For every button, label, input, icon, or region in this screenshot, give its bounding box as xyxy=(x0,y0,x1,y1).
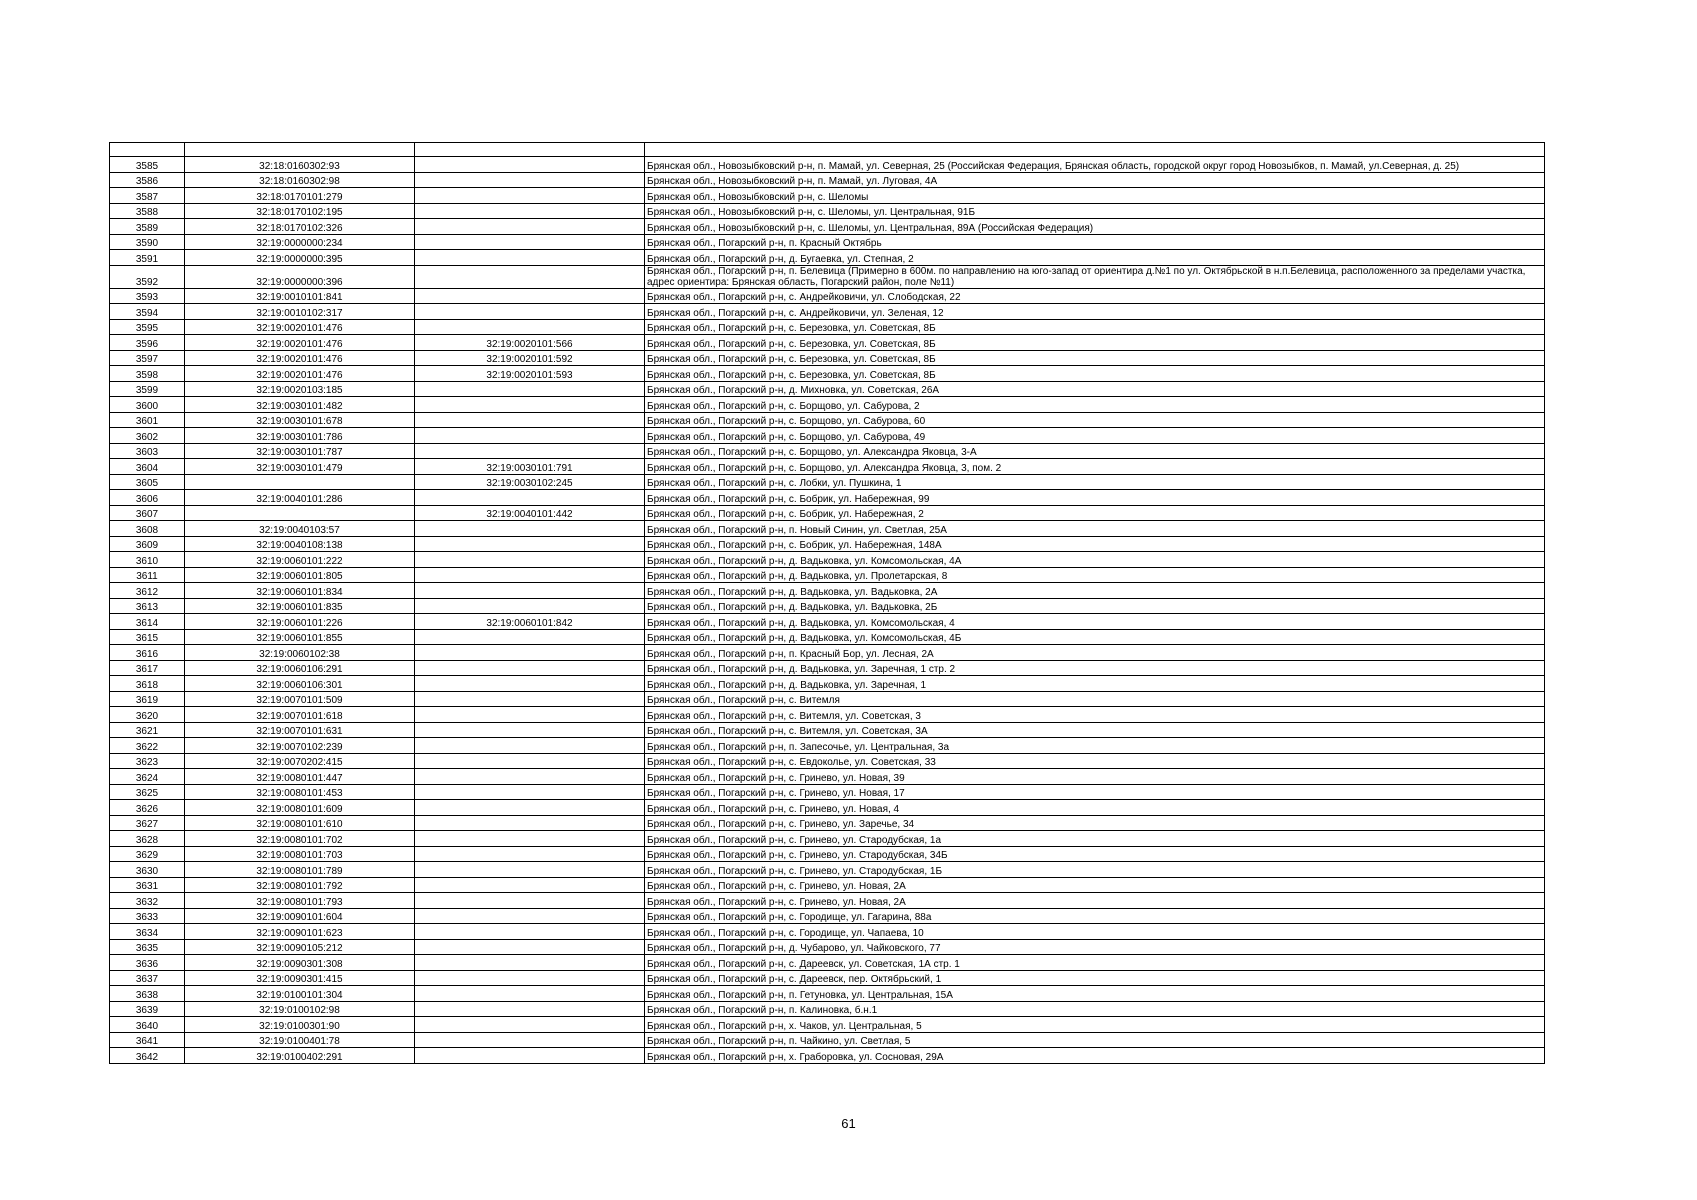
related-cadastral-number-cell xyxy=(415,490,645,506)
related-cadastral-number-cell: 32:19:0020101:593 xyxy=(415,366,645,382)
related-cadastral-number-cell xyxy=(415,552,645,568)
related-cadastral-number-cell xyxy=(415,172,645,188)
table-row xyxy=(110,893,1545,909)
property-registry-table xyxy=(109,142,1545,1064)
row-number-cell: 3616 xyxy=(110,645,185,661)
related-cadastral-number-cell xyxy=(415,815,645,831)
cadastral-number-cell: 32:19:0000000:396 xyxy=(185,265,415,288)
address-cell: Брянская обл., Новозыбковский р-н, с. Шеломы, ул. Центральная, 91Б xyxy=(645,203,1545,219)
row-number-cell: 3636 xyxy=(110,955,185,971)
related-cadastral-number-cell xyxy=(415,908,645,924)
cadastral-number-cell xyxy=(185,505,415,521)
address-cell: Брянская обл., Погарский р-н, п. Красный Октябрь xyxy=(645,234,1545,250)
related-cadastral-number-cell xyxy=(415,955,645,971)
address-cell: Брянская обл., Погарский р-н, д. Михновка, ул. Советская, 26А xyxy=(645,381,1545,397)
address-cell: Брянская обл., Погарский р-н, с. Евдоколье, ул. Советская, 33 xyxy=(645,753,1545,769)
address-cell: Брянская обл., Погарский р-н, с. Гринево, ул. Новая, 17 xyxy=(645,784,1545,800)
row-number-cell: 3619 xyxy=(110,691,185,707)
address-cell: Брянская обл., Погарский р-н, с. Борщово, ул. Сабурова, 2 xyxy=(645,397,1545,413)
related-cadastral-number-cell: 32:19:0030101:791 xyxy=(415,459,645,475)
cadastral-number-cell: 32:19:0080101:453 xyxy=(185,784,415,800)
row-number-cell: 3600 xyxy=(110,397,185,413)
row-number-cell: 3639 xyxy=(110,1001,185,1017)
related-cadastral-number-cell xyxy=(415,970,645,986)
table-row xyxy=(110,691,1545,707)
table-row xyxy=(110,567,1545,583)
address-cell: Брянская обл., Погарский р-н, с. Борщово, ул. Сабурова, 60 xyxy=(645,412,1545,428)
row-number-cell: 3605 xyxy=(110,474,185,490)
address-cell: Брянская обл., Погарский р-н, с. Гринево, ул. Заречье, 34 xyxy=(645,815,1545,831)
table-row xyxy=(110,172,1545,188)
address-cell: Брянская обл., Погарский р-н, с. Березовка, ул. Советская, 8Б xyxy=(645,366,1545,382)
address-cell: Брянская обл., Погарский р-н, п. Гетуновка, ул. Центральная, 15А xyxy=(645,986,1545,1002)
table-row xyxy=(110,265,1545,288)
cadastral-number-cell: 32:19:0030101:482 xyxy=(185,397,415,413)
cadastral-number-cell: 32:19:0040103:57 xyxy=(185,521,415,537)
cadastral-number-cell: 32:19:0070101:509 xyxy=(185,691,415,707)
related-cadastral-number-cell xyxy=(415,188,645,204)
cadastral-number-cell: 32:18:0170101:279 xyxy=(185,188,415,204)
address-cell: Брянская обл., Погарский р-н, с. Андрейковичи, ул. Зеленая, 12 xyxy=(645,304,1545,320)
address-cell: Брянская обл., Погарский р-н, п. Белевица (Примерно в 600м. по направлению на юго-запад от ориентира д.№1 по ул. Октябрьской в н.п.Белевица, расположенного за пределами участка, адрес ориентира: Брянская область, Погарский район, поле №11) xyxy=(645,265,1545,288)
row-number-cell: 3596 xyxy=(110,335,185,351)
cadastral-number-cell: 32:19:0060101:222 xyxy=(185,552,415,568)
related-cadastral-number-cell xyxy=(415,381,645,397)
address-cell: Брянская обл., Погарский р-н, с. Гринево, ул. Стародубская, 1Б xyxy=(645,862,1545,878)
row-number-cell: 3603 xyxy=(110,443,185,459)
address-cell: Брянская обл., Погарский р-н, с. Гринево, ул. Новая, 2А xyxy=(645,877,1545,893)
row-number-cell: 3617 xyxy=(110,660,185,676)
row-number-cell: 3640 xyxy=(110,1017,185,1033)
related-cadastral-number-cell xyxy=(415,521,645,537)
row-number-cell: 3588 xyxy=(110,203,185,219)
related-cadastral-number-cell xyxy=(415,707,645,723)
address-cell: Брянская обл., Погарский р-н, с. Березовка, ул. Советская, 8Б xyxy=(645,335,1545,351)
address-cell: Брянская обл., Новозыбковский р-н, п. Мамай, ул. Северная, 25 (Российская Федерация, Брянская область, городской округ город Новозыбков, п. Мамай, ул.Северная, д. 25) xyxy=(645,157,1545,173)
table-row xyxy=(110,1048,1545,1064)
related-cadastral-number-cell xyxy=(415,846,645,862)
row-number-cell: 3632 xyxy=(110,893,185,909)
address-cell: Брянская обл., Погарский р-н, д. Вадьковка, ул. Комсомольская, 4 xyxy=(645,614,1545,630)
related-cadastral-number-cell xyxy=(415,250,645,266)
table-row xyxy=(110,784,1545,800)
address-cell: Брянская обл., Погарский р-н, с. Лобки, ул. Пушкина, 1 xyxy=(645,474,1545,490)
address-cell: Брянская обл., Погарский р-н, д. Вадьковка, ул. Заречная, 1 стр. 2 xyxy=(645,660,1545,676)
table-row xyxy=(110,505,1545,521)
related-cadastral-number-cell xyxy=(415,986,645,1002)
cadastral-number-cell: 32:19:0040101:286 xyxy=(185,490,415,506)
address-cell: Брянская обл., Погарский р-н, с. Борщово, ул. Александра Яковца, 3-А xyxy=(645,443,1545,459)
row-number-cell: 3589 xyxy=(110,219,185,235)
address-cell: Брянская обл., Погарский р-н, с. Гринево, ул. Новая, 39 xyxy=(645,769,1545,785)
row-number-cell: 3610 xyxy=(110,552,185,568)
related-cadastral-number-cell xyxy=(415,877,645,893)
table-row xyxy=(110,428,1545,444)
address-cell: Брянская обл., Погарский р-н, с. Гринево, ул. Новая, 4 xyxy=(645,800,1545,816)
table-row xyxy=(110,955,1545,971)
cadastral-number-cell: 32:19:0060106:301 xyxy=(185,676,415,692)
table-row xyxy=(110,459,1545,475)
cadastral-number-cell: 32:19:0080101:610 xyxy=(185,815,415,831)
row-number-cell: 3594 xyxy=(110,304,185,320)
table-row xyxy=(110,660,1545,676)
cadastral-number-cell: 32:19:0020103:185 xyxy=(185,381,415,397)
related-cadastral-number-cell xyxy=(415,924,645,940)
cadastral-number-cell: 32:19:0080101:702 xyxy=(185,831,415,847)
related-cadastral-number-cell xyxy=(415,629,645,645)
row-number-cell: 3638 xyxy=(110,986,185,1002)
related-cadastral-number-cell xyxy=(415,738,645,754)
row-number-cell: 3611 xyxy=(110,567,185,583)
row-number-cell: 3630 xyxy=(110,862,185,878)
related-cadastral-number-cell xyxy=(415,1032,645,1048)
table-row xyxy=(110,1017,1545,1033)
table-row xyxy=(110,939,1545,955)
table-row xyxy=(110,614,1545,630)
cadastral-number-cell: 32:19:0060106:291 xyxy=(185,660,415,676)
cadastral-number-cell: 32:19:0070202:415 xyxy=(185,753,415,769)
table-row xyxy=(110,722,1545,738)
row-number-cell: 3587 xyxy=(110,188,185,204)
table-row xyxy=(110,443,1545,459)
row-number-cell: 3606 xyxy=(110,490,185,506)
related-cadastral-number-cell xyxy=(415,939,645,955)
related-cadastral-number-cell xyxy=(415,893,645,909)
related-cadastral-number-cell xyxy=(415,1001,645,1017)
table-body xyxy=(110,143,1545,1064)
cadastral-number-cell: 32:19:0030101:787 xyxy=(185,443,415,459)
table-row xyxy=(110,629,1545,645)
cadastral-number-cell: 32:18:0170102:195 xyxy=(185,203,415,219)
row-number-cell: 3614 xyxy=(110,614,185,630)
row-number-cell: 3624 xyxy=(110,769,185,785)
address-cell: Брянская обл., Погарский р-н, п. Калиновка, б.н.1 xyxy=(645,1001,1545,1017)
related-cadastral-number-cell xyxy=(415,676,645,692)
cadastral-number-cell: 32:19:0080101:789 xyxy=(185,862,415,878)
cadastral-number-cell: 32:18:0160302:98 xyxy=(185,172,415,188)
address-cell: Брянская обл., Погарский р-н, п. Запесочье, ул. Центральная, 3а xyxy=(645,738,1545,754)
table-row xyxy=(110,908,1545,924)
cadastral-number-cell: 32:19:0100401:78 xyxy=(185,1032,415,1048)
cadastral-number-cell: 32:19:0020101:476 xyxy=(185,335,415,351)
table-row xyxy=(110,970,1545,986)
table-row xyxy=(110,366,1545,382)
cadastral-number-cell: 32:19:0060101:226 xyxy=(185,614,415,630)
cadastral-number-cell: 32:19:0020101:476 xyxy=(185,350,415,366)
table-row xyxy=(110,769,1545,785)
cadastral-number-cell: 32:19:0000000:234 xyxy=(185,234,415,250)
row-number-cell: 3601 xyxy=(110,412,185,428)
cadastral-number-cell: 32:19:0060101:835 xyxy=(185,598,415,614)
table-row xyxy=(110,521,1545,537)
related-cadastral-number-cell xyxy=(415,397,645,413)
row-number-cell: 3625 xyxy=(110,784,185,800)
related-cadastral-number-cell xyxy=(415,265,645,288)
related-cadastral-number-cell xyxy=(415,288,645,304)
cadastral-number-cell: 32:19:0060102:38 xyxy=(185,645,415,661)
address-cell: Брянская обл., Погарский р-н, с. Витемля, ул. Советская, 3А xyxy=(645,722,1545,738)
related-cadastral-number-cell: 32:19:0020101:566 xyxy=(415,335,645,351)
table-row xyxy=(110,412,1545,428)
related-cadastral-number-cell xyxy=(415,1048,645,1064)
table-row xyxy=(110,335,1545,351)
related-cadastral-number-cell xyxy=(415,219,645,235)
row-number-cell: 3608 xyxy=(110,521,185,537)
row-number-cell: 3607 xyxy=(110,505,185,521)
address-cell: Брянская обл., Погарский р-н, д. Вадьковка, ул. Заречная, 1 xyxy=(645,676,1545,692)
address-cell: Брянская обл., Погарский р-н, д. Вадьковка, ул. Вадьковка, 2Б xyxy=(645,598,1545,614)
row-number-cell: 3612 xyxy=(110,583,185,599)
row-number-cell: 3595 xyxy=(110,319,185,335)
related-cadastral-number-cell xyxy=(415,831,645,847)
related-cadastral-number-cell xyxy=(415,784,645,800)
table-row xyxy=(110,645,1545,661)
table-row xyxy=(110,846,1545,862)
cadastral-number-cell: 32:19:0080101:792 xyxy=(185,877,415,893)
cadastral-number-cell: 32:19:0070101:631 xyxy=(185,722,415,738)
table-row xyxy=(110,536,1545,552)
cadastral-number-cell: 32:19:0080101:793 xyxy=(185,893,415,909)
address-cell: Брянская обл., Погарский р-н, с. Городище, ул. Гагарина, 88а xyxy=(645,908,1545,924)
cadastral-number-cell: 32:19:0090105:212 xyxy=(185,939,415,955)
cadastral-number-cell: 32:19:0030101:479 xyxy=(185,459,415,475)
row-number-cell: 3604 xyxy=(110,459,185,475)
row-number-cell: 3637 xyxy=(110,970,185,986)
row-number-cell: 3585 xyxy=(110,157,185,173)
related-cadastral-number-cell xyxy=(415,598,645,614)
address-cell: Брянская обл., Погарский р-н, с. Борщово, ул. Сабурова, 49 xyxy=(645,428,1545,444)
related-cadastral-number-cell xyxy=(415,722,645,738)
address-cell: Брянская обл., Погарский р-н, д. Вадьковка, ул. Комсомольская, 4А xyxy=(645,552,1545,568)
row-number-cell: 3609 xyxy=(110,536,185,552)
cadastral-number-cell: 32:19:0020101:476 xyxy=(185,319,415,335)
cadastral-number-cell: 32:19:0040108:138 xyxy=(185,536,415,552)
cadastral-number-cell: 32:19:0010101:841 xyxy=(185,288,415,304)
cadastral-number-cell: 32:18:0170102:326 xyxy=(185,219,415,235)
row-number-cell: 3592 xyxy=(110,265,185,288)
table-row xyxy=(110,552,1545,568)
page-number: 61 xyxy=(841,1116,856,1131)
row-number-cell: 3626 xyxy=(110,800,185,816)
address-cell: Брянская обл., Погарский р-н, с. Бобрик, ул. Набережная, 2 xyxy=(645,505,1545,521)
address-cell: Брянская обл., Погарский р-н, с. Городище, ул. Чапаева, 10 xyxy=(645,924,1545,940)
cadastral-number-cell: 32:19:0090101:604 xyxy=(185,908,415,924)
cadastral-number-cell: 32:19:0090301:415 xyxy=(185,970,415,986)
table-row xyxy=(110,924,1545,940)
table-row xyxy=(110,862,1545,878)
cadastral-number-cell: 32:19:0070101:618 xyxy=(185,707,415,723)
table-row xyxy=(110,474,1545,490)
table-row xyxy=(110,877,1545,893)
related-cadastral-number-cell xyxy=(415,800,645,816)
address-cell: Брянская обл., Погарский р-н, с. Витемля, ул. Советская, 3 xyxy=(645,707,1545,723)
related-cadastral-number-cell xyxy=(415,234,645,250)
table-row xyxy=(110,815,1545,831)
table-row xyxy=(110,157,1545,173)
table-row xyxy=(110,1032,1545,1048)
row-number-cell: 3620 xyxy=(110,707,185,723)
related-cadastral-number-cell xyxy=(415,753,645,769)
table-row xyxy=(110,203,1545,219)
cadastral-number-cell: 32:19:0060101:855 xyxy=(185,629,415,645)
related-cadastral-number-cell xyxy=(415,412,645,428)
address-cell: Брянская обл., Погарский р-н, д. Вадьковка, ул. Пролетарская, 8 xyxy=(645,567,1545,583)
table-row xyxy=(110,234,1545,250)
address-cell: Брянская обл., Погарский р-н, п. Красный Бор, ул. Лесная, 2А xyxy=(645,645,1545,661)
cadastral-number-cell xyxy=(185,474,415,490)
address-cell: Брянская обл., Погарский р-н, х. Граборовка, ул. Сосновая, 29А xyxy=(645,1048,1545,1064)
row-number-cell: 3586 xyxy=(110,172,185,188)
row-number-cell: 3602 xyxy=(110,428,185,444)
table-row xyxy=(110,250,1545,266)
row-number-cell: 3621 xyxy=(110,722,185,738)
address-cell: Брянская обл., Погарский р-н, с. Андрейковичи, ул. Слободская, 22 xyxy=(645,288,1545,304)
related-cadastral-number-cell xyxy=(415,157,645,173)
row-number-cell: 3628 xyxy=(110,831,185,847)
table-row xyxy=(110,319,1545,335)
address-cell: Брянская обл., Погарский р-н, с. Борщово, ул. Александра Яковца, 3, пом. 2 xyxy=(645,459,1545,475)
table-row xyxy=(110,397,1545,413)
related-cadastral-number-cell xyxy=(415,691,645,707)
cadastral-number-cell: 32:19:0080101:447 xyxy=(185,769,415,785)
row-number-cell: 3634 xyxy=(110,924,185,940)
row-number-cell: 3598 xyxy=(110,366,185,382)
table-top-spacer-row xyxy=(110,143,1545,157)
cadastral-number-cell: 32:19:0080101:703 xyxy=(185,846,415,862)
related-cadastral-number-cell xyxy=(415,1017,645,1033)
address-cell: Брянская обл., Погарский р-н, п. Чайкино, ул. Светлая, 5 xyxy=(645,1032,1545,1048)
related-cadastral-number-cell xyxy=(415,583,645,599)
row-number-cell: 3590 xyxy=(110,234,185,250)
table-row xyxy=(110,707,1545,723)
row-number-cell: 3633 xyxy=(110,908,185,924)
address-cell: Брянская обл., Погарский р-н, с. Гринево, ул. Стародубская, 1а xyxy=(645,831,1545,847)
related-cadastral-number-cell xyxy=(415,660,645,676)
table-row xyxy=(110,800,1545,816)
cadastral-number-cell: 32:19:0100301:90 xyxy=(185,1017,415,1033)
address-cell: Брянская обл., Новозыбковский р-н, с. Шеломы xyxy=(645,188,1545,204)
table-row xyxy=(110,381,1545,397)
table-row xyxy=(110,219,1545,235)
table-row xyxy=(110,986,1545,1002)
related-cadastral-number-cell xyxy=(415,428,645,444)
row-number-cell: 3615 xyxy=(110,629,185,645)
table-row xyxy=(110,831,1545,847)
table-row xyxy=(110,753,1545,769)
address-cell: Брянская обл., Погарский р-н, с. Гринево, ул. Новая, 2А xyxy=(645,893,1545,909)
cadastral-number-cell: 32:19:0030101:678 xyxy=(185,412,415,428)
row-number-cell: 3631 xyxy=(110,877,185,893)
table-row xyxy=(110,1001,1545,1017)
row-number-cell: 3629 xyxy=(110,846,185,862)
address-cell: Брянская обл., Погарский р-н, д. Чубарово, ул. Чайковского, 77 xyxy=(645,939,1545,955)
address-cell: Брянская обл., Погарский р-н, с. Дареевск, ул. Советская, 1А стр. 1 xyxy=(645,955,1545,971)
row-number-cell: 3613 xyxy=(110,598,185,614)
cadastral-number-cell: 32:18:0160302:93 xyxy=(185,157,415,173)
address-cell: Брянская обл., Погарский р-н, с. Бобрик, ул. Набережная, 148А xyxy=(645,536,1545,552)
cadastral-number-cell: 32:19:0060101:834 xyxy=(185,583,415,599)
row-number-cell: 3642 xyxy=(110,1048,185,1064)
address-cell: Брянская обл., Новозыбковский р-н, п. Мамай, ул. Луговая, 4А xyxy=(645,172,1545,188)
row-number-cell: 3597 xyxy=(110,350,185,366)
related-cadastral-number-cell: 32:19:0030102:245 xyxy=(415,474,645,490)
cadastral-number-cell: 32:19:0100402:291 xyxy=(185,1048,415,1064)
related-cadastral-number-cell: 32:19:0040101:442 xyxy=(415,505,645,521)
row-number-cell: 3618 xyxy=(110,676,185,692)
cadastral-number-cell: 32:19:0070102:239 xyxy=(185,738,415,754)
cadastral-number-cell: 32:19:0020101:476 xyxy=(185,366,415,382)
related-cadastral-number-cell xyxy=(415,862,645,878)
related-cadastral-number-cell xyxy=(415,769,645,785)
row-number-cell: 3641 xyxy=(110,1032,185,1048)
related-cadastral-number-cell: 32:19:0060101:842 xyxy=(415,614,645,630)
address-cell: Брянская обл., Погарский р-н, с. Бобрик, ул. Набережная, 99 xyxy=(645,490,1545,506)
row-number-cell: 3623 xyxy=(110,753,185,769)
cadastral-number-cell: 32:19:0010102:317 xyxy=(185,304,415,320)
table-row xyxy=(110,598,1545,614)
row-number-cell: 3627 xyxy=(110,815,185,831)
address-cell: Брянская обл., Погарский р-н, с. Березовка, ул. Советская, 8Б xyxy=(645,319,1545,335)
row-number-cell: 3599 xyxy=(110,381,185,397)
table-row xyxy=(110,490,1545,506)
table-row xyxy=(110,350,1545,366)
address-cell: Брянская обл., Погарский р-н, с. Гринево, ул. Стародубская, 34Б xyxy=(645,846,1545,862)
related-cadastral-number-cell xyxy=(415,567,645,583)
table-row xyxy=(110,583,1545,599)
address-cell: Брянская обл., Погарский р-н, х. Чаков, ул. Центральная, 5 xyxy=(645,1017,1545,1033)
row-number-cell: 3622 xyxy=(110,738,185,754)
cadastral-number-cell: 32:19:0030101:786 xyxy=(185,428,415,444)
related-cadastral-number-cell xyxy=(415,645,645,661)
row-number-cell: 3591 xyxy=(110,250,185,266)
table-row xyxy=(110,738,1545,754)
table-row xyxy=(110,188,1545,204)
cadastral-number-cell: 32:19:0080101:609 xyxy=(185,800,415,816)
cadastral-number-cell: 32:19:0090301:308 xyxy=(185,955,415,971)
cadastral-number-cell: 32:19:0060101:805 xyxy=(185,567,415,583)
table-row xyxy=(110,288,1545,304)
related-cadastral-number-cell xyxy=(415,203,645,219)
row-number-cell: 3593 xyxy=(110,288,185,304)
row-number-cell: 3635 xyxy=(110,939,185,955)
address-cell: Брянская обл., Новозыбковский р-н, с. Шеломы, ул. Центральная, 89А (Российская Федерация) xyxy=(645,219,1545,235)
cadastral-number-cell: 32:19:0100101:304 xyxy=(185,986,415,1002)
related-cadastral-number-cell xyxy=(415,536,645,552)
related-cadastral-number-cell: 32:19:0020101:592 xyxy=(415,350,645,366)
cadastral-number-cell: 32:19:0100102:98 xyxy=(185,1001,415,1017)
table-row xyxy=(110,304,1545,320)
address-cell: Брянская обл., Погарский р-н, д. Вадьковка, ул. Вадьковка, 2А xyxy=(645,583,1545,599)
related-cadastral-number-cell xyxy=(415,443,645,459)
table-row xyxy=(110,676,1545,692)
address-cell: Брянская обл., Погарский р-н, д. Бугаевка, ул. Степная, 2 xyxy=(645,250,1545,266)
related-cadastral-number-cell xyxy=(415,319,645,335)
address-cell: Брянская обл., Погарский р-н, с. Дареевск, пер. Октябрьский, 1 xyxy=(645,970,1545,986)
address-cell: Брянская обл., Погарский р-н, д. Вадьковка, ул. Комсомольская, 4Б xyxy=(645,629,1545,645)
cadastral-number-cell: 32:19:0090101:623 xyxy=(185,924,415,940)
address-cell: Брянская обл., Погарский р-н, п. Новый Синин, ул. Светлая, 25А xyxy=(645,521,1545,537)
address-cell: Брянская обл., Погарский р-н, с. Витемля xyxy=(645,691,1545,707)
address-cell: Брянская обл., Погарский р-н, с. Березовка, ул. Советская, 8Б xyxy=(645,350,1545,366)
related-cadastral-number-cell xyxy=(415,304,645,320)
cadastral-number-cell: 32:19:0000000:395 xyxy=(185,250,415,266)
